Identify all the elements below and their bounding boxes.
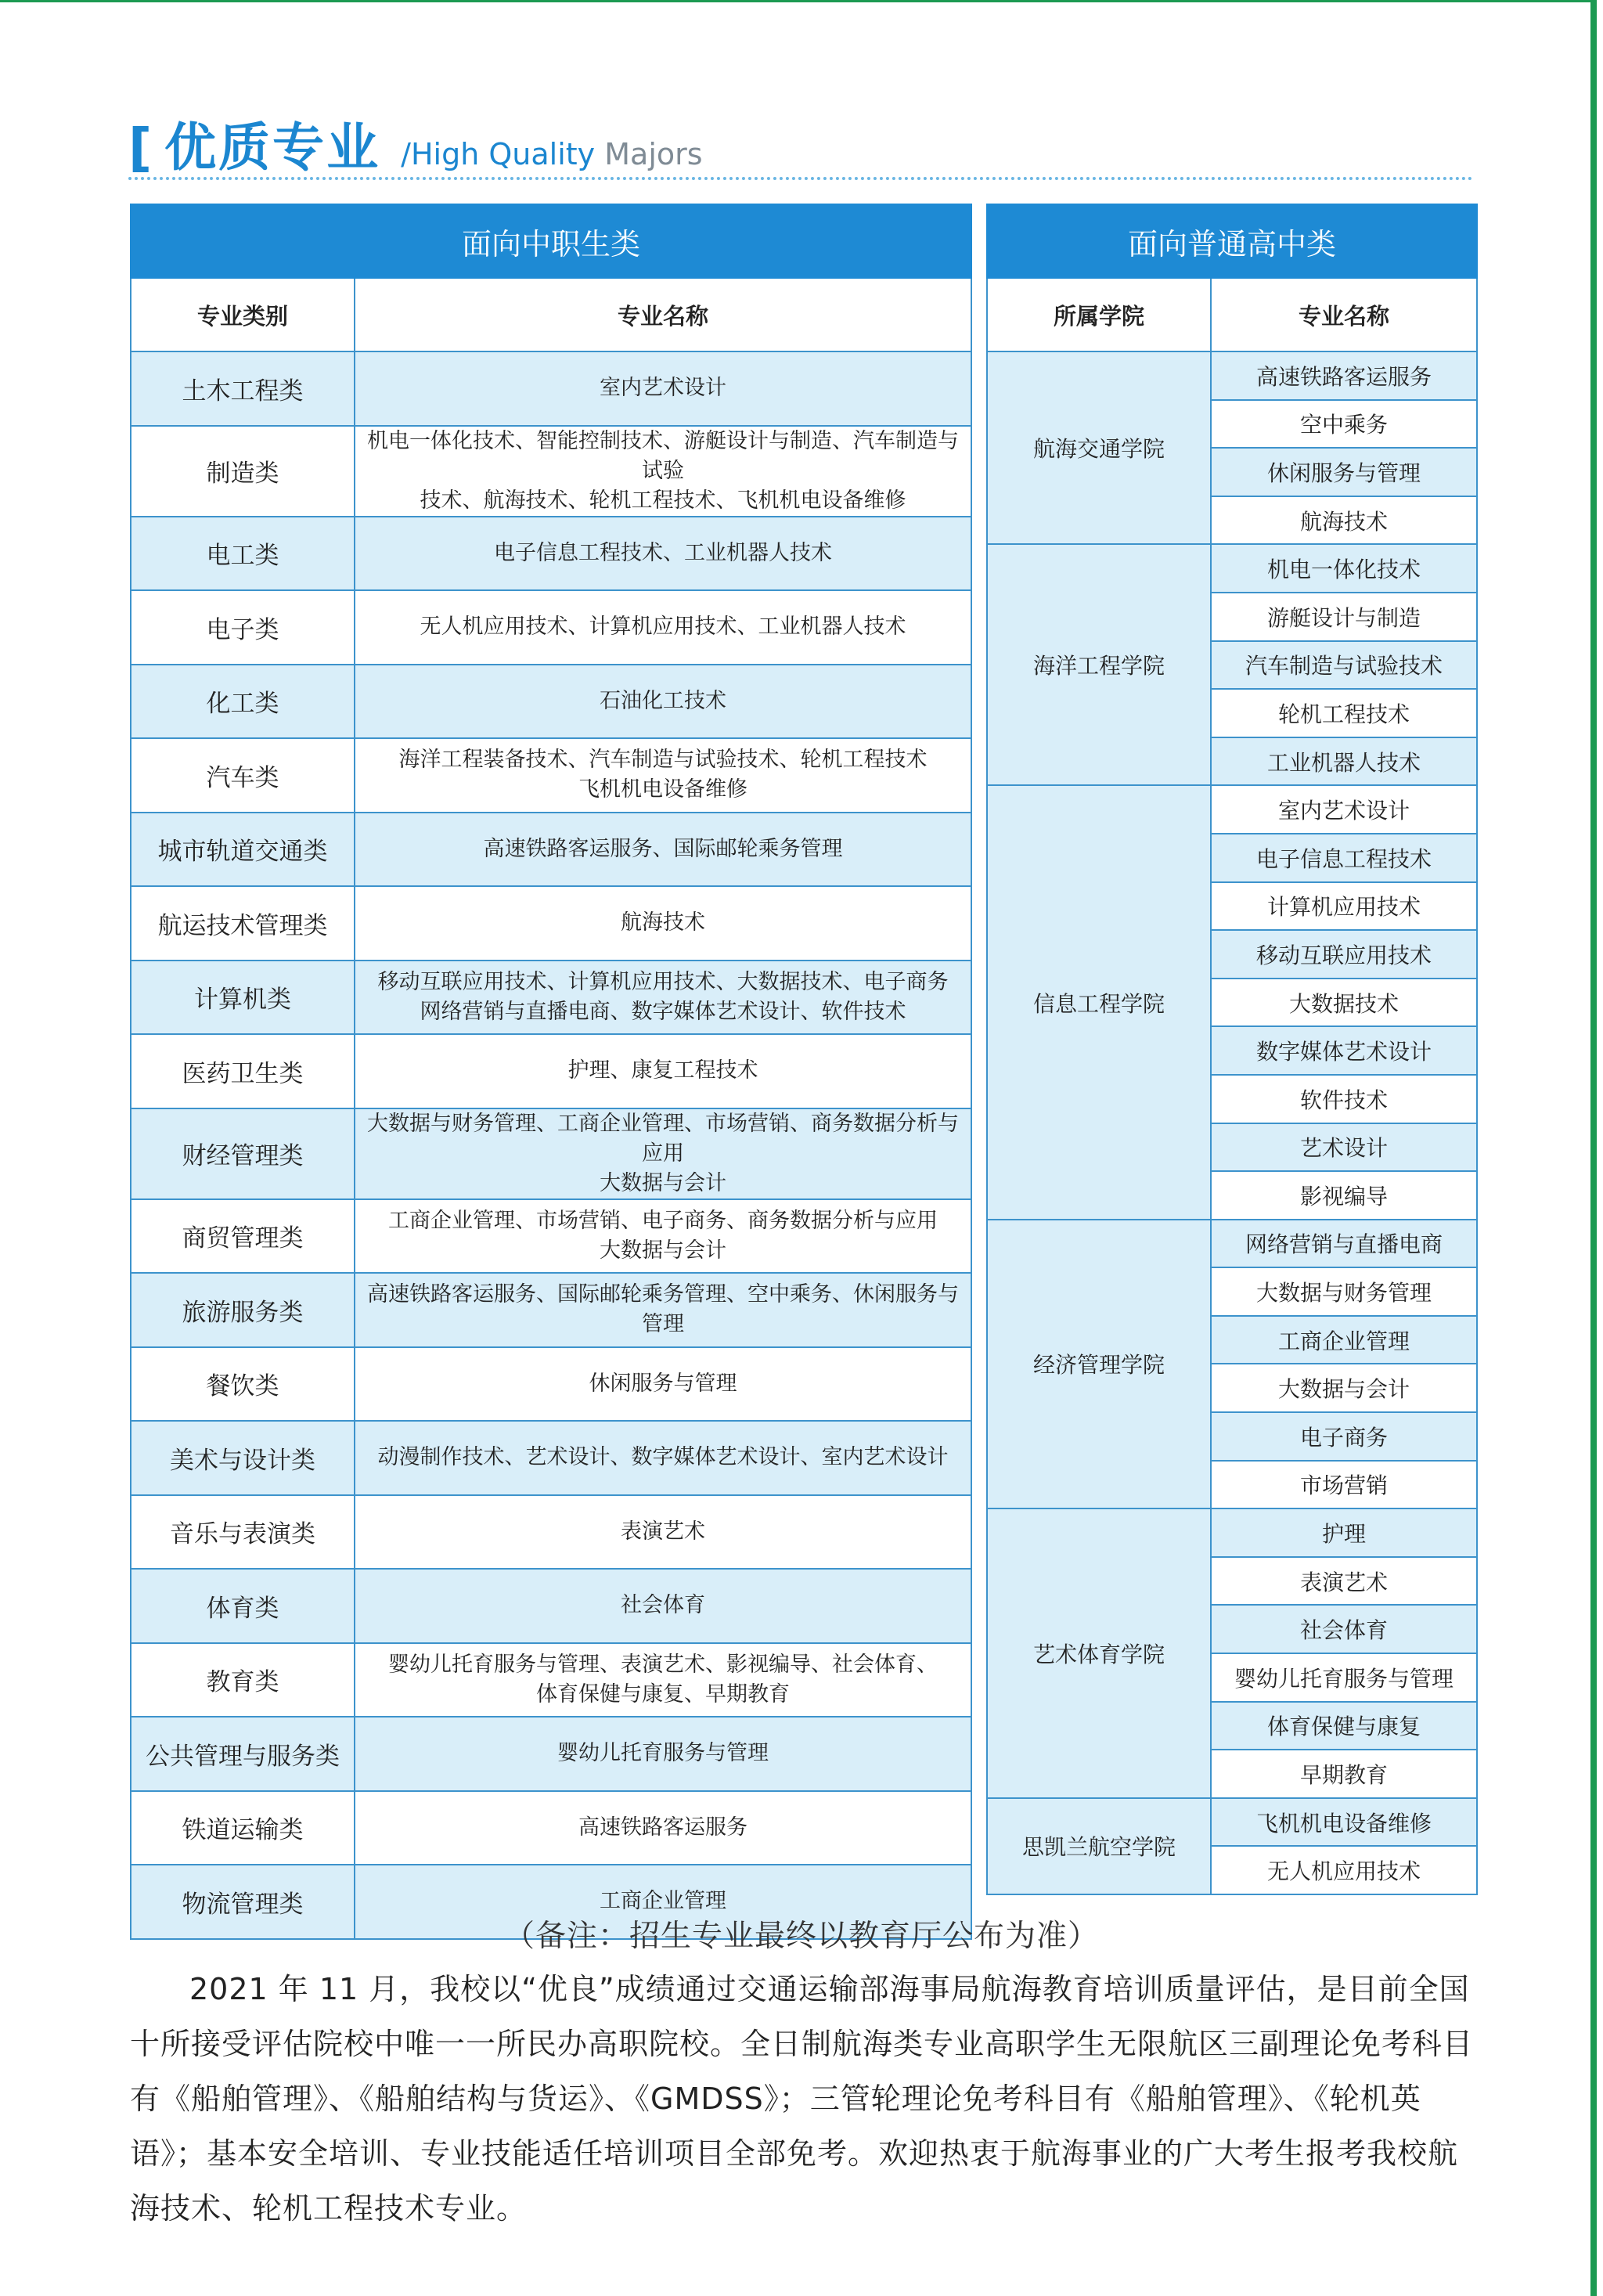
left-col-header-category: 专业类别 [131, 278, 355, 351]
major-names-line: 移动互联应用技术、计算机应用技术、大数据技术、电子商务 [377, 969, 949, 994]
heading-title-zh: 优质专业 [164, 117, 381, 178]
major-name-cell: 软件技术 [1211, 1075, 1477, 1123]
major-name-cell: 市场营销 [1211, 1461, 1477, 1509]
right-table-body [987, 351, 1477, 1894]
major-name-cell: 工商企业管理 [1211, 1316, 1477, 1364]
major-name-cell: 轮机工程技术 [1211, 689, 1477, 737]
category-cell: 美术与设计类 [131, 1421, 355, 1495]
college-cell: 航海交通学院 [987, 351, 1211, 544]
major-names-line: 动漫制作技术、艺术设计、数字媒体艺术设计、室内艺术设计 [377, 1445, 949, 1470]
major-name-cell: 艺术设计 [1211, 1123, 1477, 1172]
college-cell: 艺术体育学院 [987, 1508, 1211, 1798]
table-row [131, 1034, 971, 1108]
major-names-line: 高速铁路客运服务 [578, 1815, 747, 1840]
major-name-cell: 航海技术 [1211, 496, 1477, 545]
table-row [131, 961, 971, 1035]
major-names-cell [355, 813, 971, 887]
table-row [131, 1347, 971, 1422]
major-names-line: 婴幼儿托育服务与管理 [557, 1741, 769, 1766]
major-name-cell: 社会体育 [1211, 1605, 1477, 1653]
table-row [131, 1108, 971, 1199]
major-name-cell: 数字媒体艺术设计 [1211, 1026, 1477, 1075]
major-name-cell: 无人机应用技术 [1211, 1846, 1477, 1894]
table-row [131, 1421, 971, 1495]
section-heading [128, 111, 703, 178]
category-cell: 音乐与表演类 [131, 1495, 355, 1570]
category-cell: 城市轨道交通类 [131, 813, 355, 887]
high-school-majors-table [986, 204, 1478, 1895]
category-cell: 土木工程类 [131, 351, 355, 426]
body-paragraph [130, 1962, 1475, 2236]
table-row [987, 1798, 1477, 1847]
college-cell: 思凯兰航空学院 [987, 1798, 1211, 1894]
major-names-line: 工商企业管理 [600, 1889, 726, 1914]
major-names-cell [355, 886, 971, 961]
college-cell: 信息工程学院 [987, 785, 1211, 1219]
table-row [987, 351, 1477, 400]
major-name-cell: 影视编导 [1211, 1171, 1477, 1220]
category-cell: 旅游服务类 [131, 1273, 355, 1347]
category-cell: 化工类 [131, 665, 355, 739]
major-names-line: 大数据与会计 [600, 1170, 726, 1195]
major-names-cell [355, 351, 971, 426]
major-names-cell [355, 961, 971, 1035]
table-row [131, 1717, 971, 1791]
major-names-line: 表演艺术 [621, 1519, 705, 1544]
major-names-cell [355, 1273, 971, 1347]
category-cell: 电工类 [131, 517, 355, 591]
major-names-line: 海洋工程装备技术、汽车制造与试验技术、轮机工程技术 [398, 748, 928, 773]
left-table-band-title: 面向中职生类 [131, 204, 971, 278]
major-name-cell: 电子商务 [1211, 1412, 1477, 1461]
major-name-cell: 空中乘务 [1211, 400, 1477, 449]
table-row [987, 1508, 1477, 1557]
major-names-line: 大数据与会计 [600, 1238, 726, 1263]
heading-title-en-muted: Majors [595, 137, 703, 171]
major-name-cell: 体育保健与康复 [1211, 1702, 1477, 1750]
major-name-cell: 网络营销与直播电商 [1211, 1220, 1477, 1268]
table-row [131, 1643, 971, 1717]
category-cell: 汽车类 [131, 738, 355, 813]
major-names-line: 护理、康复工程技术 [567, 1058, 758, 1083]
major-names-line: 室内艺术设计 [600, 376, 726, 401]
table-row [131, 1495, 971, 1570]
major-name-cell: 机电一体化技术 [1211, 544, 1477, 593]
major-names-cell [355, 1791, 971, 1865]
table-row [131, 1569, 971, 1643]
major-names-cell [355, 1421, 971, 1495]
college-cell: 经济管理学院 [987, 1220, 1211, 1509]
table-row [131, 1273, 971, 1347]
major-names-line: 航海技术 [621, 910, 705, 935]
right-table-band-title: 面向普通高中类 [987, 204, 1477, 278]
major-names-line: 技术、航海技术、轮机工程技术、飞机机电设备维修 [420, 488, 906, 513]
table-row [131, 738, 971, 813]
major-name-cell: 大数据技术 [1211, 979, 1477, 1027]
heading-title-en-main: /High Quality [401, 137, 596, 171]
table-row [131, 665, 971, 739]
major-names-line: 大数据与财务管理、工商企业管理、市场营销、商务数据分析与应用 [367, 1111, 959, 1166]
major-name-cell: 游艇设计与制造 [1211, 593, 1477, 641]
major-names-cell [355, 590, 971, 665]
major-names-cell [355, 1643, 971, 1717]
major-name-cell: 大数据与会计 [1211, 1364, 1477, 1412]
category-cell: 商贸管理类 [131, 1199, 355, 1274]
major-names-cell [355, 426, 971, 517]
major-names-line: 电子信息工程技术、工业机器人技术 [494, 540, 832, 565]
major-names-cell [355, 1034, 971, 1108]
category-cell: 计算机类 [131, 961, 355, 1035]
major-names-cell [355, 1108, 971, 1199]
major-names-cell [355, 738, 971, 813]
major-name-cell: 护理 [1211, 1508, 1477, 1557]
college-cell: 海洋工程学院 [987, 544, 1211, 785]
major-names-line: 高速铁路客运服务、国际邮轮乘务管理 [483, 836, 843, 861]
right-col-header-college: 所属学院 [987, 278, 1211, 351]
major-name-cell: 室内艺术设计 [1211, 785, 1477, 834]
major-names-line: 工商企业管理、市场营销、电子商务、商务数据分析与应用 [388, 1208, 938, 1233]
body-paragraph-text: 2021 年 11 月，我校以“优良”成绩通过交通运输部海事局航海教育培训质量评估，是目前全国十所接受评估院校中唯一一所民办高职院校。全日制航海类专业高职学生无限航区三副理论免考科目有《船舶管理》、《船舶结构与货运》、《GMDSS》；三管轮理论免考科目有《船舶管理》、《轮机英语》；基本安全培训、专业技能适任培训项目全部免考。欢迎热衷于航海事业的广大考生报考我校航海技术、轮机工程技术专业。 [130, 1972, 1474, 2226]
category-cell: 教育类 [131, 1643, 355, 1717]
heading-bracket: [ [128, 117, 153, 178]
major-names-line: 网络营销与直播电商、数字媒体艺术设计、软件技术 [420, 999, 906, 1024]
major-names-line: 婴幼儿托育服务与管理、表演艺术、影视编导、社会体育、 [388, 1652, 938, 1677]
major-names-cell [355, 1199, 971, 1274]
major-names-line: 机电一体化技术、智能控制技术、游艇设计与制造、汽车制造与试验 [367, 428, 959, 483]
table-row [131, 590, 971, 665]
secondary-vocational-majors-table [130, 204, 972, 1940]
table-row [987, 785, 1477, 834]
category-cell: 医药卫生类 [131, 1034, 355, 1108]
table-row [987, 1220, 1477, 1268]
major-names-line: 飞机机电设备维修 [578, 777, 747, 802]
major-names-line: 石油化工技术 [600, 688, 726, 713]
category-cell: 航运技术管理类 [131, 886, 355, 961]
table-row [131, 351, 971, 426]
table-row [131, 426, 971, 517]
major-name-cell: 早期教育 [1211, 1750, 1477, 1798]
category-cell: 财经管理类 [131, 1108, 355, 1199]
table-row [131, 886, 971, 961]
category-cell: 餐饮类 [131, 1347, 355, 1422]
major-name-cell: 移动互联应用技术 [1211, 930, 1477, 979]
category-cell: 体育类 [131, 1569, 355, 1643]
major-names-cell [355, 1569, 971, 1643]
major-name-cell: 电子信息工程技术 [1211, 834, 1477, 882]
major-names-cell [355, 1347, 971, 1422]
major-names-cell [355, 665, 971, 739]
major-names-line: 高速铁路客运服务、国际邮轮乘务管理、空中乘务、休闲服务与管理 [367, 1282, 959, 1337]
major-names-line: 休闲服务与管理 [589, 1371, 737, 1396]
major-name-cell: 婴幼儿托育服务与管理 [1211, 1653, 1477, 1702]
major-names-line: 体育保健与康复、早期教育 [536, 1681, 790, 1707]
category-cell: 铁道运输类 [131, 1791, 355, 1865]
right-col-header-major: 专业名称 [1211, 278, 1477, 351]
category-cell: 公共管理与服务类 [131, 1717, 355, 1791]
left-table-body [131, 351, 971, 1939]
table-row [131, 813, 971, 887]
major-names-line: 无人机应用技术、计算机应用技术、工业机器人技术 [420, 615, 906, 640]
dotted-divider [128, 177, 1473, 180]
table-row [131, 1199, 971, 1274]
major-name-cell: 大数据与财务管理 [1211, 1267, 1477, 1316]
major-name-cell: 汽车制造与试验技术 [1211, 641, 1477, 690]
category-cell: 制造类 [131, 426, 355, 517]
major-name-cell: 工业机器人技术 [1211, 737, 1477, 786]
major-names-cell [355, 1495, 971, 1570]
left-col-header-major: 专业名称 [355, 278, 971, 351]
major-names-cell [355, 517, 971, 591]
major-name-cell: 高速铁路客运服务 [1211, 351, 1477, 400]
major-name-cell: 休闲服务与管理 [1211, 448, 1477, 496]
table-row [131, 517, 971, 591]
heading-title-en [401, 139, 702, 174]
footnote: （备注：招生专业最终以教育厅公布为准） [503, 1919, 1099, 1954]
table-row [987, 544, 1477, 593]
major-name-cell: 飞机机电设备维修 [1211, 1798, 1477, 1847]
major-name-cell: 表演艺术 [1211, 1557, 1477, 1606]
major-names-cell [355, 1717, 971, 1791]
category-cell: 电子类 [131, 590, 355, 665]
major-names-line: 社会体育 [621, 1593, 705, 1618]
table-row [131, 1791, 971, 1865]
category-cell: 物流管理类 [131, 1865, 355, 1939]
major-name-cell: 计算机应用技术 [1211, 882, 1477, 931]
